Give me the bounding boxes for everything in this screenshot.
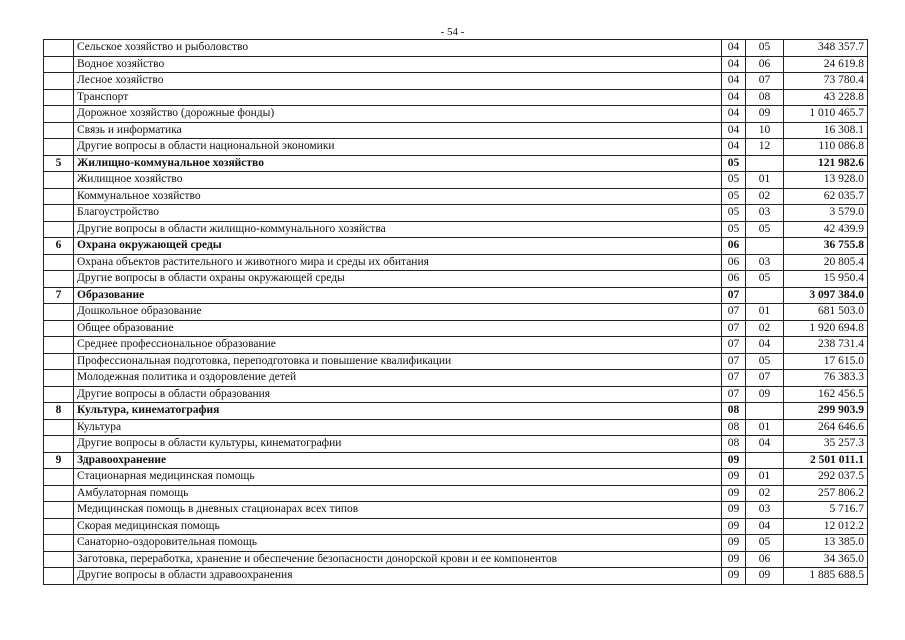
amount-cell: 76 383.3 [784,370,868,387]
section-number-cell [44,188,74,205]
section-number-cell [44,40,74,57]
section-number-cell: 7 [44,287,74,304]
section-code-cell: 07 [722,320,746,337]
amount-cell: 3 097 384.0 [784,287,868,304]
section-code-cell: 06 [722,238,746,255]
section-number-cell [44,122,74,139]
table-row [44,502,868,519]
section-code-cell: 07 [722,337,746,354]
amount-cell: 162 456.5 [784,386,868,403]
subsection-code-cell: 05 [746,271,784,288]
table-row [44,568,868,585]
section-code-cell: 09 [722,568,746,585]
subsection-code-cell: 05 [746,40,784,57]
amount-cell: 62 035.7 [784,188,868,205]
subsection-code-cell: 02 [746,320,784,337]
subsection-code-cell: 04 [746,436,784,453]
table-row [44,386,868,403]
item-name-cell: Связь и информатика [74,122,722,139]
section-number-cell [44,419,74,436]
amount-cell: 16 308.1 [784,122,868,139]
section-code-cell: 04 [722,139,746,156]
subsection-code-cell [746,238,784,255]
section-code-cell: 04 [722,56,746,73]
subsection-code-cell: 12 [746,139,784,156]
section-number-cell [44,551,74,568]
table-row [44,205,868,222]
item-name-cell: Здравоохранение [74,452,722,469]
table-section-row [44,403,868,420]
section-code-cell: 04 [722,73,746,90]
subsection-code-cell: 07 [746,370,784,387]
section-number-cell [44,56,74,73]
amount-cell: 73 780.4 [784,73,868,90]
section-number-cell [44,353,74,370]
item-name-cell: Дорожное хозяйство (дорожные фонды) [74,106,722,123]
subsection-code-cell [746,452,784,469]
subsection-code-cell: 02 [746,485,784,502]
section-code-cell: 09 [722,518,746,535]
section-number-cell [44,436,74,453]
section-code-cell: 06 [722,271,746,288]
subsection-code-cell: 01 [746,172,784,189]
section-number-cell [44,254,74,271]
section-code-cell: 07 [722,304,746,321]
amount-cell: 3 579.0 [784,205,868,222]
section-code-cell: 08 [722,419,746,436]
item-name-cell: Другие вопросы в области образования [74,386,722,403]
table-row [44,551,868,568]
table-row [44,89,868,106]
section-code-cell: 07 [722,370,746,387]
table-row [44,56,868,73]
section-number-cell [44,568,74,585]
table-row [44,139,868,156]
section-number-cell [44,370,74,387]
item-name-cell: Амбулаторная помощь [74,485,722,502]
table-row [44,535,868,552]
amount-cell: 1 920 694.8 [784,320,868,337]
item-name-cell: Благоустройство [74,205,722,222]
section-number-cell [44,320,74,337]
section-code-cell: 08 [722,436,746,453]
section-number-cell [44,337,74,354]
page-number: - 54 - [440,26,465,38]
section-number-cell [44,485,74,502]
section-number-cell [44,172,74,189]
table-row [44,188,868,205]
subsection-code-cell: 03 [746,502,784,519]
table-section-row [44,287,868,304]
subsection-code-cell: 01 [746,469,784,486]
subsection-code-cell: 03 [746,205,784,222]
subsection-code-cell: 01 [746,419,784,436]
item-name-cell: Охрана окружающей среды [74,238,722,255]
table-row [44,485,868,502]
section-code-cell: 04 [722,40,746,57]
amount-cell: 292 037.5 [784,469,868,486]
table-row [44,436,868,453]
amount-cell: 12 012.2 [784,518,868,535]
table-row [44,221,868,238]
section-code-cell: 07 [722,287,746,304]
section-number-cell [44,89,74,106]
amount-cell: 5 716.7 [784,502,868,519]
subsection-code-cell: 06 [746,56,784,73]
subsection-code-cell: 09 [746,568,784,585]
amount-cell: 20 805.4 [784,254,868,271]
section-number-cell [44,469,74,486]
table-section-row [44,238,868,255]
amount-cell: 299 903.9 [784,403,868,420]
item-name-cell: Общее образование [74,320,722,337]
item-name-cell: Дошкольное образование [74,304,722,321]
table-row [44,469,868,486]
section-number-cell [44,271,74,288]
section-number-cell [44,502,74,519]
section-number-cell [44,139,74,156]
table-row [44,106,868,123]
subsection-code-cell: 08 [746,89,784,106]
subsection-code-cell [746,287,784,304]
table-row [44,172,868,189]
section-number-cell [44,518,74,535]
item-name-cell: Другие вопросы в области жилищно-коммунального хозяйства [74,221,722,238]
item-name-cell: Жилищное хозяйство [74,172,722,189]
item-name-cell: Стационарная медицинская помощь [74,469,722,486]
section-number-cell [44,106,74,123]
section-code-cell: 09 [722,485,746,502]
subsection-code-cell: 09 [746,386,784,403]
subsection-code-cell: 04 [746,337,784,354]
item-name-cell: Лесное хозяйство [74,73,722,90]
amount-cell: 257 806.2 [784,485,868,502]
amount-cell: 43 228.8 [784,89,868,106]
section-code-cell: 04 [722,106,746,123]
section-number-cell: 9 [44,452,74,469]
table-row [44,40,868,57]
section-code-cell: 05 [722,205,746,222]
table-row [44,353,868,370]
subsection-code-cell [746,403,784,420]
section-code-cell: 05 [722,155,746,172]
section-number-cell [44,73,74,90]
item-name-cell: Культура, кинематография [74,403,722,420]
section-code-cell: 05 [722,172,746,189]
amount-cell: 238 731.4 [784,337,868,354]
section-code-cell: 08 [722,403,746,420]
amount-cell: 110 086.8 [784,139,868,156]
subsection-code-cell: 01 [746,304,784,321]
amount-cell: 1 885 688.5 [784,568,868,585]
section-code-cell: 07 [722,386,746,403]
amount-cell: 13 928.0 [784,172,868,189]
section-code-cell: 04 [722,89,746,106]
table-row [44,122,868,139]
section-code-cell: 09 [722,502,746,519]
table-row [44,320,868,337]
item-name-cell: Скорая медицинская помощь [74,518,722,535]
amount-cell: 42 439.9 [784,221,868,238]
item-name-cell: Среднее профессиональное образование [74,337,722,354]
item-name-cell: Другие вопросы в области охраны окружающей среды [74,271,722,288]
item-name-cell: Заготовка, переработка, хранение и обеспечение безопасности донорской крови и ее компонентов [74,551,722,568]
amount-cell: 264 646.6 [784,419,868,436]
amount-cell: 35 257.3 [784,436,868,453]
subsection-code-cell: 02 [746,188,784,205]
item-name-cell: Другие вопросы в области культуры, кинематографии [74,436,722,453]
budget-table [43,39,868,585]
item-name-cell: Молодежная политика и оздоровление детей [74,370,722,387]
section-code-cell: 05 [722,221,746,238]
section-number-cell: 5 [44,155,74,172]
item-name-cell: Профессиональная подготовка, переподготовка и повышение квалификации [74,353,722,370]
section-number-cell: 8 [44,403,74,420]
table-section-row [44,155,868,172]
amount-cell: 2 501 011.1 [784,452,868,469]
section-number-cell [44,205,74,222]
table-row [44,254,868,271]
subsection-code-cell: 05 [746,535,784,552]
item-name-cell: Образование [74,287,722,304]
amount-cell: 348 357.7 [784,40,868,57]
budget-table-body [44,40,868,585]
subsection-code-cell: 05 [746,353,784,370]
amount-cell: 681 503.0 [784,304,868,321]
amount-cell: 17 615.0 [784,353,868,370]
subsection-code-cell: 09 [746,106,784,123]
section-code-cell: 09 [722,535,746,552]
item-name-cell: Другие вопросы в области здравоохранения [74,568,722,585]
section-code-cell: 09 [722,469,746,486]
subsection-code-cell: 06 [746,551,784,568]
item-name-cell: Санаторно-оздоровительная помощь [74,535,722,552]
table-row [44,73,868,90]
table-row [44,419,868,436]
section-code-cell: 05 [722,188,746,205]
subsection-code-cell: 03 [746,254,784,271]
section-number-cell: 6 [44,238,74,255]
table-section-row [44,452,868,469]
item-name-cell: Жилищно-коммунальное хозяйство [74,155,722,172]
item-name-cell: Коммунальное хозяйство [74,188,722,205]
section-code-cell: 07 [722,353,746,370]
amount-cell: 15 950.4 [784,271,868,288]
item-name-cell: Сельское хозяйство и рыболовство [74,40,722,57]
section-number-cell [44,386,74,403]
amount-cell: 1 010 465.7 [784,106,868,123]
section-number-cell [44,221,74,238]
subsection-code-cell: 07 [746,73,784,90]
amount-cell: 34 365.0 [784,551,868,568]
subsection-code-cell: 04 [746,518,784,535]
table-row [44,370,868,387]
section-number-cell [44,304,74,321]
section-code-cell: 04 [722,122,746,139]
item-name-cell: Медицинская помощь в дневных стационарах всех типов [74,502,722,519]
item-name-cell: Водное хозяйство [74,56,722,73]
item-name-cell: Транспорт [74,89,722,106]
amount-cell: 121 982.6 [784,155,868,172]
item-name-cell: Другие вопросы в области национальной экономики [74,139,722,156]
section-code-cell: 09 [722,551,746,568]
section-code-cell: 09 [722,452,746,469]
section-code-cell: 06 [722,254,746,271]
subsection-code-cell [746,155,784,172]
item-name-cell: Культура [74,419,722,436]
item-name-cell: Охрана объектов растительного и животного мира и среды их обитания [74,254,722,271]
table-row [44,271,868,288]
amount-cell: 36 755.8 [784,238,868,255]
subsection-code-cell: 05 [746,221,784,238]
table-row [44,337,868,354]
table-row [44,304,868,321]
amount-cell: 13 385.0 [784,535,868,552]
amount-cell: 24 619.8 [784,56,868,73]
section-number-cell [44,535,74,552]
subsection-code-cell: 10 [746,122,784,139]
table-row [44,518,868,535]
